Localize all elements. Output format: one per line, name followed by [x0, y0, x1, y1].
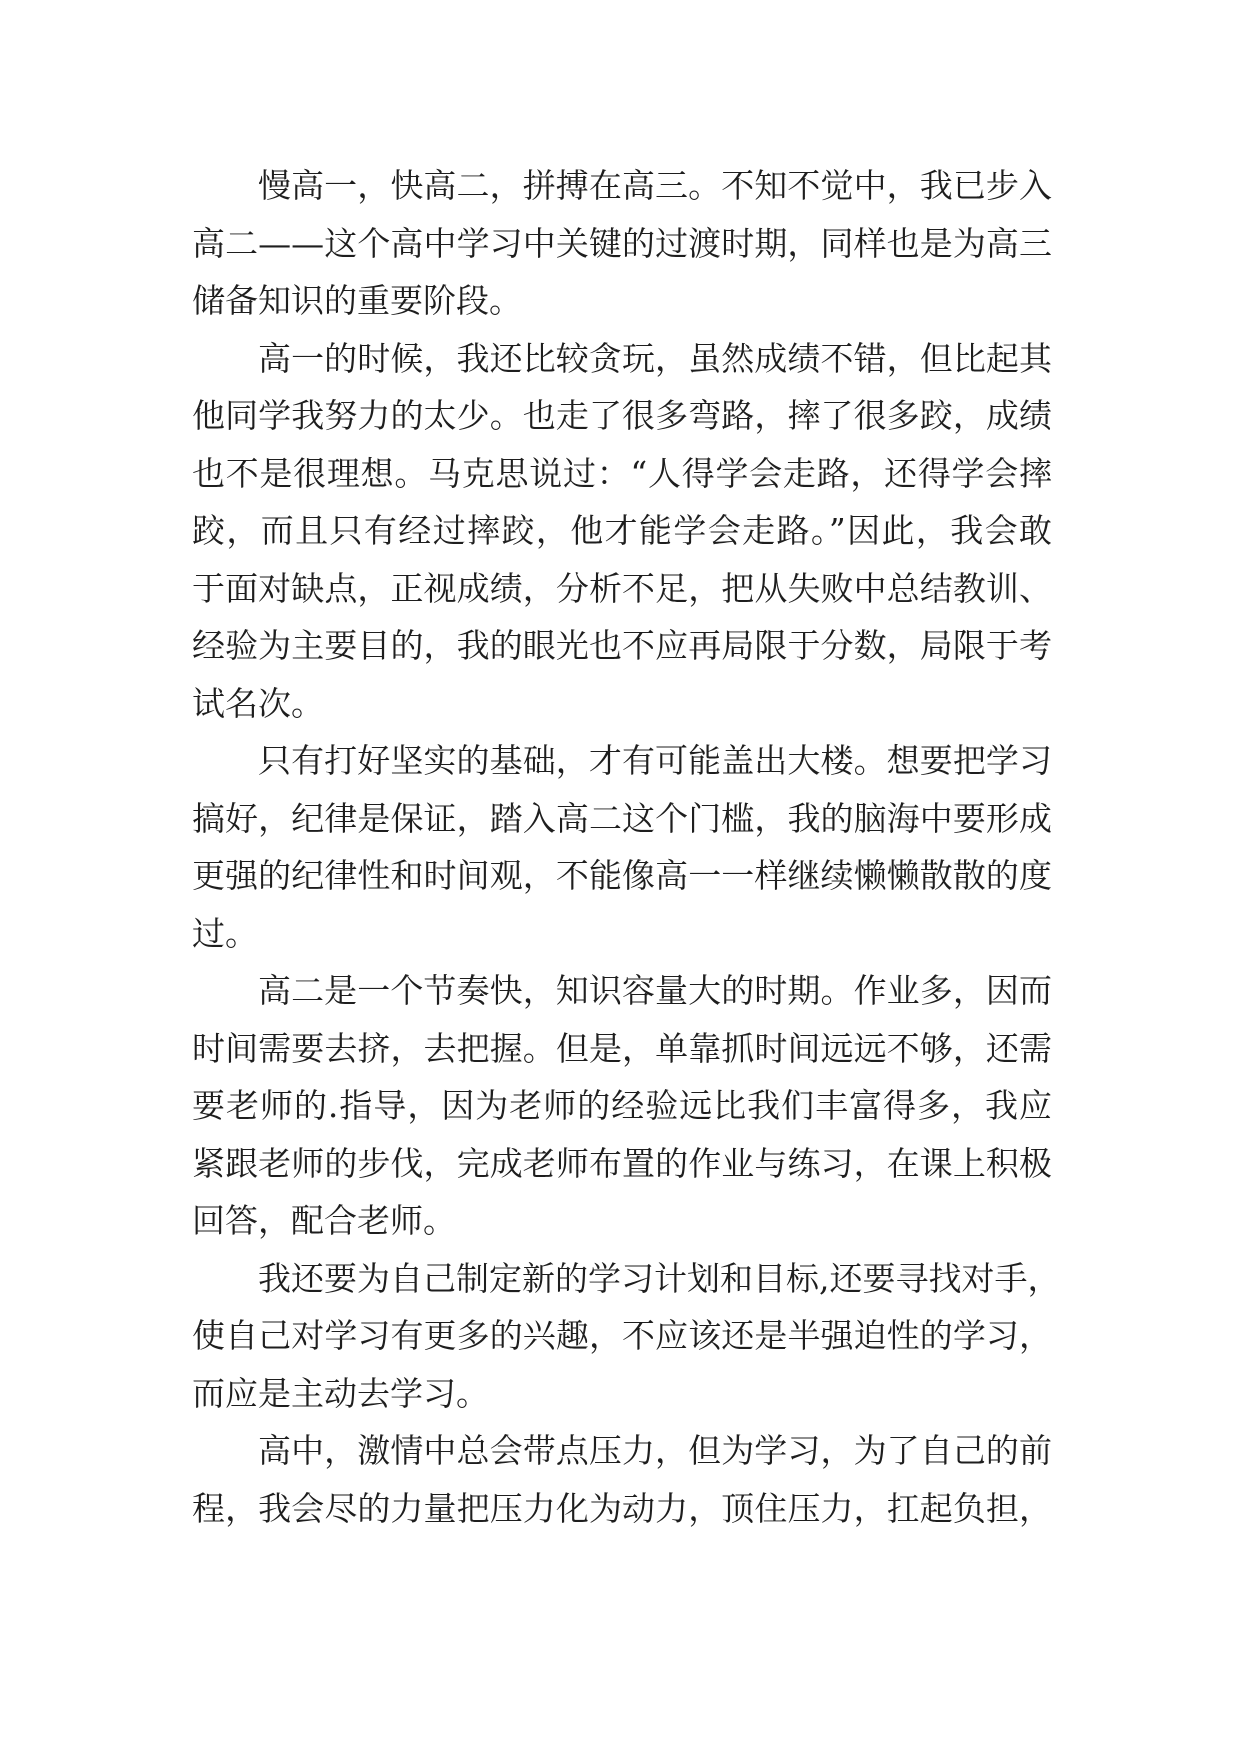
paragraph-3-line-1: 只有打好坚实的基础，才有可能盖出大楼。想要把学习: [258, 741, 1052, 780]
paragraph-2-line-3: 也不是很理想。马克思说过：“人得学会走路，还得学会摔: [192, 453, 1052, 493]
paragraph-5-line-2: 使自己对学习有更多的兴趣，不应该还是半强迫性的学习，: [192, 1316, 1052, 1355]
paragraph-2-line-7: 试名次。: [192, 683, 324, 723]
paragraph-2-line-5: 于面对缺点，正视成绩，分析不足，把从失败中总结教训、: [192, 568, 1052, 608]
paragraph-3-line-3: 更强的纪律性和时间观，不能像高一一样继续懒懒散散的度: [192, 856, 1052, 895]
paragraph-1-line-2: 高二——这个高中学习中关键的过渡时期，同样也是为高三: [192, 223, 1052, 263]
paragraph-5-line-1: 我还要为自己制定新的学习计划和目标,还要寻找对手，: [258, 1258, 1061, 1298]
paragraph-4-line-3: 要老师的.指导，因为老师的经验远比我们丰富得多，我应: [192, 1086, 1052, 1125]
paragraph-4-line-2: 时间需要去挤，去把握。但是，单靠抓时间远远不够，还需: [192, 1028, 1052, 1068]
paragraph-1-line-1: 慢高一，快高二，拼搏在高三。不知不觉中，我已步入: [258, 166, 1052, 205]
paragraph-2-line-4: 跤，而且只有经过摔跤，他才能学会走路。”因此，我会敢: [192, 511, 1052, 550]
paragraph-4-line-1: 高二是一个节奏快，知识容量大的时期。作业多，因而: [258, 971, 1052, 1010]
paragraph-6-line-1: 高中，激情中总会带点压力，但为学习，为了自己的前: [258, 1431, 1052, 1470]
paragraph-3-line-4: 过。: [192, 913, 258, 953]
paragraph-5-line-3: 而应是主动去学习。: [192, 1373, 489, 1413]
paragraph-4-line-4: 紧跟老师的步伐，完成老师布置的作业与练习，在课上积极: [192, 1143, 1052, 1183]
document-body: [192, 157, 1061, 1537]
paragraph-2-line-6: 经验为主要目的，我的眼光也不应再局限于分数，局限于考: [192, 626, 1052, 665]
paragraph-1-line-3: 储备知识的重要阶段。: [192, 281, 522, 320]
paragraph-2-line-1: 高一的时候，我还比较贪玩，虽然成绩不错，但比起其: [258, 338, 1052, 378]
paragraph-6-line-2: 程，我会尽的力量把压力化为动力，顶住压力，扛起负担，: [192, 1488, 1052, 1528]
paragraph-3-line-2: 搞好，纪律是保证，踏入高二这个门槛，我的脑海中要形成: [192, 798, 1052, 838]
paragraph-2-line-2: 他同学我努力的太少。也走了很多弯路，摔了很多跤，成绩: [192, 396, 1052, 435]
paragraph-4-line-5: 回答，配合老师。: [192, 1201, 456, 1240]
